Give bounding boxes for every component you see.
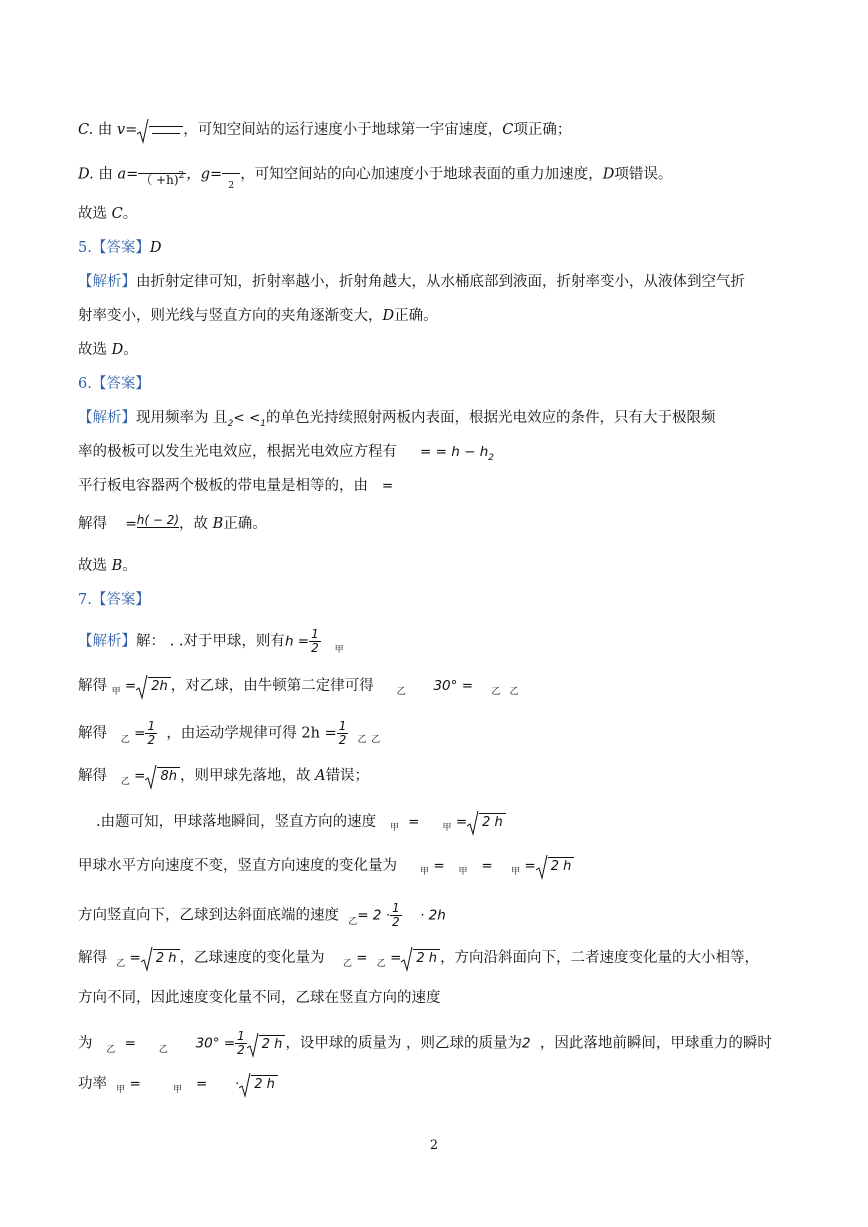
subscript-jia: 甲 (442, 823, 452, 833)
option-letter-d: D (382, 308, 395, 324)
option-c-label: C. (78, 122, 94, 138)
numerator: 1 (392, 901, 400, 915)
q5-answer (78, 238, 161, 258)
subscript-jia: 甲 (173, 1085, 183, 1095)
analysis-text: ，由运动学规律可得 2h = (166, 725, 337, 742)
analysis-text: 功率 (78, 1076, 107, 1092)
option-d-label: D. (78, 166, 94, 183)
q6-answer (78, 374, 150, 394)
fraction-half (235, 1030, 247, 1057)
analysis-text: 平行板电容器两个极板的带电量是相等的，由 (78, 478, 368, 494)
subscript-yi: 乙 (376, 959, 386, 969)
analysis-text: 甲球水平方向速度不变，竖直方向速度的变化量为 (78, 858, 397, 874)
fraction-a (138, 160, 186, 189)
denominator: （ +h) (140, 173, 179, 187)
q7-analysis-line11: 功率 $_甲$ = $_甲$ = · 2 h (78, 1074, 278, 1096)
analysis-text: 的单色光持续照射两板内表面，根据光电效应的条件，只有大于极限频 (266, 410, 716, 426)
radicand: 2 h (548, 857, 575, 876)
option-c-text: ，可知空间站的运行速度小于地球第一宇宙速度， (183, 122, 503, 138)
answer-tag: 【答案】 (91, 240, 150, 256)
analysis-text: 正确。 (394, 308, 438, 324)
analysis-text: .由题可知，甲球落地瞬间，竖直方向的速度 (96, 814, 377, 830)
analysis-text: ，因此落地前瞬间，甲球重力的瞬时 (539, 1035, 772, 1052)
q5-analysis-line1 (78, 272, 745, 292)
analysis-text: ，故 (179, 516, 213, 532)
subscript-yi: 乙 (158, 1044, 168, 1055)
radicand: 2 h (251, 1075, 278, 1094)
selection-text: 故选 (78, 558, 112, 574)
fraction-g (222, 160, 240, 189)
subscript-jia: 甲 (458, 867, 468, 877)
numerator: 1 (311, 627, 319, 641)
text-you: 由 (97, 122, 113, 138)
q7-analysis-line10: 为 $_乙$ = $_乙$ 30° = $\frac{1}{2}$ 2 h ，设甲球的质量为 ，则乙球的质量为2 ，因此落地前瞬间，甲球重力的瞬时 (78, 1029, 772, 1057)
sqrt-symbol (401, 948, 440, 968)
q7-analysis-line5: .由题可知，甲球落地瞬间，竖直方向的速度 $_甲$ = $_甲$ = 2 h (96, 812, 506, 834)
q7-answer (78, 590, 150, 610)
inequality: < < (233, 410, 261, 426)
formula-v: v= (116, 122, 138, 138)
exponent: 2 (178, 171, 185, 181)
option-letter-b: B (212, 516, 224, 532)
option-d-line (78, 160, 672, 189)
q6-analysis-line1 (78, 408, 716, 430)
selection-text: 故选 (78, 342, 112, 358)
subscript-yi: 乙 (357, 734, 367, 745)
subscript-yi: 乙 (342, 959, 352, 969)
q7-analysis-line2: 解得 $_甲$ = 2h ，对乙球，由牛顿第二定律可得 $_乙$ 30° = $_乙$ $_乙$ (78, 676, 519, 698)
sqrt-symbol (136, 676, 171, 696)
q7-analysis-line1 (78, 628, 344, 655)
option-d-text: ，可知空间站的向心加速度小于地球表面的重力加速度， (240, 166, 603, 183)
denominator: 2 (147, 733, 156, 747)
question-number: 5. (78, 240, 92, 256)
subscript-jia: 甲 (334, 644, 344, 655)
subscript: 2 (227, 419, 234, 429)
subscript-yi: 乙 (396, 687, 406, 697)
subscript-yi: 乙 (120, 734, 130, 745)
analysis-text: 射率变小，则光线与竖直方向的夹角逐渐变大， (78, 308, 383, 324)
formula: = (381, 478, 394, 494)
sqrt-symbol (145, 766, 180, 786)
selection-end: 。 (122, 206, 138, 222)
radicand: 2 h (153, 949, 180, 968)
selection-c (78, 204, 137, 224)
formula-g: ，g= (186, 166, 223, 183)
analysis-text: 正确。 (223, 516, 267, 532)
question-number: 6. (78, 376, 92, 392)
denominator: 2 (237, 1043, 245, 1057)
subscript: 1 (260, 419, 266, 429)
sqrt-symbol (137, 120, 183, 140)
numerator: h( − 2) (136, 513, 180, 527)
selection-letter: C (111, 206, 123, 222)
analysis-text: ，乙球速度的变化量为 (179, 950, 325, 966)
analysis-tag: 【解析】 (78, 410, 136, 426)
selection-text: 故选 (78, 206, 112, 222)
analysis-text: 为 (78, 1035, 93, 1052)
analysis-text: 由折射定律可知，折射率越小，折射角越大，从水桶底部到液面，折射率变小，从液体到空气折 (136, 274, 745, 290)
formula: = (125, 516, 137, 532)
analysis-tag: 【解析】 (78, 274, 136, 290)
answer-letter: D (149, 240, 162, 256)
analysis-text: 错误； (325, 768, 370, 784)
subscript-yi: 乙 (348, 916, 358, 927)
subscript-yi: 乙 (116, 959, 126, 969)
fraction (137, 514, 179, 534)
numerator: 1 (147, 719, 156, 733)
option-letter-a: A (315, 768, 326, 784)
numerator: 1 (237, 1029, 245, 1043)
q7-analysis-line9 (78, 988, 441, 1008)
analysis-text: 解得 (78, 950, 107, 966)
analysis-text: 解得 (78, 678, 107, 694)
q7-analysis-line4: 解得 $_乙$ = 8h ，则甲球先落地，故 A错误； (78, 766, 369, 788)
q6-analysis-line3 (78, 476, 393, 496)
subscript-jia: 甲 (389, 823, 399, 833)
denominator: 2 (338, 733, 347, 747)
formula: · 2h (420, 907, 446, 924)
option-d-end: 项错误。 (614, 166, 673, 183)
radicand: 2 h (259, 1035, 286, 1054)
answer-tag: 【答案】 (91, 376, 150, 392)
subscript-yi: 乙 (106, 1044, 116, 1055)
analysis-text: 现用频率为 且 (136, 410, 228, 426)
subscript: 2 (488, 453, 494, 463)
selection-end: 。 (122, 558, 137, 574)
numerator: 1 (338, 719, 347, 733)
analysis-text: 解： . .对于甲球，则有 (136, 633, 285, 650)
analysis-text: 解得 (78, 725, 107, 742)
denominator: 2 (392, 915, 400, 929)
selection-letter: B (111, 558, 123, 574)
analysis-text: 解得 (78, 516, 107, 532)
answer-tag: 【答案】 (91, 592, 150, 608)
radicand: 2 h (479, 813, 506, 832)
sqrt-symbol (467, 812, 506, 832)
formula: h = (284, 633, 310, 650)
question-number: 7. (78, 592, 92, 608)
formula: 30° = (433, 678, 473, 694)
fraction-half (145, 720, 157, 747)
exponent: 2 (228, 181, 235, 191)
subscript-yi: 乙 (371, 734, 381, 745)
option-letter-d: D (602, 166, 615, 183)
formula: 30° = (195, 1035, 236, 1052)
q5-analysis-line2 (78, 306, 438, 326)
subscript-jia: 甲 (511, 867, 521, 877)
subscript-jia: 甲 (111, 687, 121, 697)
radicand: 2h (148, 677, 171, 696)
option-letter-c: C (502, 122, 514, 138)
selection-letter: D (111, 342, 124, 358)
q6-analysis-line4 (78, 514, 267, 534)
selection-end: 。 (123, 342, 138, 358)
selection-d (78, 340, 138, 360)
formula: 2 (522, 1035, 531, 1052)
option-c-end: 项正确； (513, 122, 572, 138)
subscript-yi: 乙 (509, 687, 519, 697)
page-number: 2 (429, 1138, 439, 1153)
q7-analysis-line8: 解得 $_乙$ = 2 h ，乙球速度的变化量为 $_乙$ = $_乙$ = 2 h ，方向沿斜面向下，二者速度变化量的大小相等， (78, 948, 759, 970)
analysis-text: 解得 (78, 768, 107, 784)
option-c-line (78, 120, 571, 140)
formula: = 2 · (357, 907, 391, 924)
subscript-jia: 甲 (420, 867, 430, 877)
denominator: 2 (311, 641, 319, 655)
analysis-text: 率的极板可以发生光电效应，根据光电效应方程有 (78, 444, 397, 460)
analysis-text: 方向不同，因此速度变化量不同，乙球在竖直方向的速度 (78, 990, 441, 1006)
q6-analysis-line2 (78, 442, 494, 464)
q7-analysis-line6: 甲球水平方向速度不变，竖直方向速度的变化量为 $_甲$ = $_甲$ = $_甲$ = 2 h (78, 856, 574, 878)
fraction-half (337, 720, 349, 747)
analysis-text: ，对乙球，由牛顿第二定律可得 (170, 678, 374, 694)
analysis-text: ，则甲球先落地，故 (179, 768, 316, 784)
sqrt-symbol (536, 856, 575, 876)
fraction-half (390, 902, 402, 929)
fraction-half (309, 628, 321, 655)
q7-analysis-line7 (78, 902, 446, 929)
analysis-tag: 【解析】 (78, 633, 136, 650)
sqrt-symbol (141, 948, 180, 968)
formula-a: a= (117, 166, 139, 183)
analysis-text: 方向竖直向下，乙球到达斜面底端的速度 (78, 907, 339, 924)
sqrt-symbol (247, 1034, 286, 1054)
q7-analysis-line3: 解得 $_乙$ = $\frac{1}{2}$ ，由运动学规律可得 2h = $\frac{1}{2}$ $_乙$ $_乙$ (78, 719, 381, 747)
subscript-yi: 乙 (491, 687, 501, 697)
radicand: 8h (157, 767, 180, 786)
subscript-yi: 乙 (120, 777, 130, 787)
sqrt-symbol (239, 1074, 278, 1094)
formula: · (234, 1076, 240, 1092)
formula: = = h − h (420, 444, 489, 460)
selection-b (78, 556, 137, 576)
analysis-text: ，设甲球的质量为 ，则乙球的质量为 (285, 1035, 523, 1052)
radicand: 2 h (413, 949, 440, 968)
analysis-text: ，方向沿斜面向下，二者速度变化量的大小相等， (440, 950, 760, 966)
text-you: 由 (98, 166, 113, 183)
subscript-jia: 甲 (116, 1085, 126, 1095)
